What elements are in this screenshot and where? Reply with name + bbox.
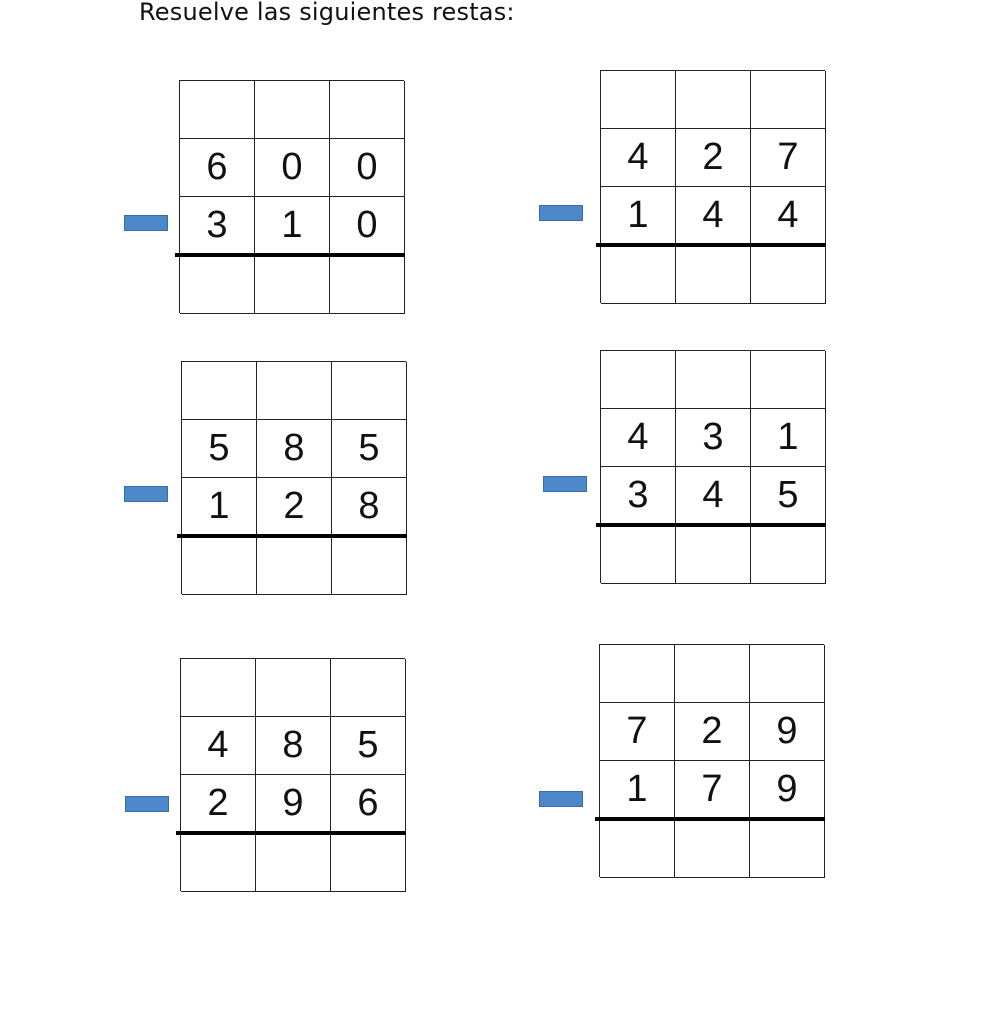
answer-cell[interactable]: [182, 536, 257, 595]
subtrahend-digit: 1: [600, 761, 675, 819]
digit-grid: [600, 350, 825, 583]
answer-cell[interactable]: [256, 833, 331, 892]
minuend-digit: 0: [330, 139, 405, 197]
carry-cell[interactable]: [257, 362, 332, 420]
subtrahend-digit: 4: [751, 187, 826, 245]
carry-cell[interactable]: [601, 71, 676, 129]
subtrahend-digit: 9: [256, 775, 331, 833]
subtrahend-digit: 3: [601, 467, 676, 525]
minuend-digit: 0: [255, 139, 330, 197]
answer-cell[interactable]: [181, 833, 256, 892]
minuend-digit: 4: [181, 717, 256, 775]
subtrahend-digit: 9: [750, 761, 825, 819]
subtrahend-digit: 7: [675, 761, 750, 819]
subtrahend-digit: 0: [330, 197, 405, 255]
carry-cell[interactable]: [181, 659, 256, 717]
subtrahend-digit: 8: [332, 478, 407, 536]
carry-cell[interactable]: [601, 351, 676, 409]
answer-cell[interactable]: [331, 833, 406, 892]
digit-grid: [179, 80, 404, 313]
minuend-digit: 4: [601, 409, 676, 467]
minuend-digit: 7: [600, 703, 675, 761]
carry-cell[interactable]: [676, 351, 751, 409]
subtraction-problem-2: [600, 70, 825, 303]
minuend-digit: 5: [182, 420, 257, 478]
minuend-digit: 6: [180, 139, 255, 197]
subtraction-problem-6: [599, 644, 824, 877]
answer-cell[interactable]: [750, 819, 825, 878]
answer-cell[interactable]: [676, 525, 751, 584]
minuend-digit: 7: [751, 129, 826, 187]
subtrahend-digit: 4: [676, 187, 751, 245]
digit-grid: [180, 658, 405, 891]
answer-cell[interactable]: [751, 245, 826, 304]
minuend-digit: 1: [751, 409, 826, 467]
answer-cell[interactable]: [332, 536, 407, 595]
minuend-digit: 2: [676, 129, 751, 187]
digit-grid: [181, 361, 406, 594]
minuend-digit: 2: [675, 703, 750, 761]
result-line: [595, 817, 825, 821]
subtrahend-digit: 2: [181, 775, 256, 833]
carry-cell[interactable]: [751, 71, 826, 129]
carry-cell[interactable]: [751, 351, 826, 409]
carry-cell[interactable]: [675, 645, 750, 703]
subtrahend-digit: 1: [255, 197, 330, 255]
carry-cell[interactable]: [256, 659, 331, 717]
subtrahend-digit: 1: [601, 187, 676, 245]
subtraction-problem-3: [181, 361, 406, 594]
result-line: [175, 253, 405, 257]
answer-cell[interactable]: [330, 255, 405, 314]
carry-cell[interactable]: [600, 645, 675, 703]
minuend-digit: 4: [601, 129, 676, 187]
answer-cell[interactable]: [257, 536, 332, 595]
subtrahend-digit: 5: [751, 467, 826, 525]
digit-grid: [599, 644, 824, 877]
minuend-digit: 8: [257, 420, 332, 478]
carry-cell[interactable]: [676, 71, 751, 129]
carry-cell[interactable]: [332, 362, 407, 420]
subtrahend-digit: 6: [331, 775, 406, 833]
minuend-digit: 5: [332, 420, 407, 478]
subtraction-problem-5: [180, 658, 405, 891]
answer-cell[interactable]: [751, 525, 826, 584]
minuend-digit: 8: [256, 717, 331, 775]
digit-grid: [600, 70, 825, 303]
minuend-digit: 9: [750, 703, 825, 761]
carry-cell[interactable]: [180, 81, 255, 139]
carry-cell[interactable]: [330, 81, 405, 139]
minuend-digit: 3: [676, 409, 751, 467]
subtrahend-digit: 3: [180, 197, 255, 255]
subtraction-problem-1: [179, 80, 404, 313]
answer-cell[interactable]: [676, 245, 751, 304]
worksheet-title: Resuelve las siguientes restas:: [139, 0, 515, 26]
answer-cell[interactable]: [600, 819, 675, 878]
subtraction-problem-4: [600, 350, 825, 583]
answer-cell[interactable]: [180, 255, 255, 314]
minus-sign: [543, 476, 587, 492]
minus-sign: [539, 205, 583, 221]
subtrahend-digit: 2: [257, 478, 332, 536]
minus-sign: [124, 215, 168, 231]
carry-cell[interactable]: [182, 362, 257, 420]
result-line: [596, 243, 826, 247]
subtrahend-digit: 1: [182, 478, 257, 536]
minus-sign: [125, 796, 169, 812]
answer-cell[interactable]: [601, 525, 676, 584]
minus-sign: [124, 486, 168, 502]
carry-cell[interactable]: [331, 659, 406, 717]
minus-sign: [539, 791, 583, 807]
result-line: [177, 534, 407, 538]
answer-cell[interactable]: [255, 255, 330, 314]
answer-cell[interactable]: [601, 245, 676, 304]
carry-cell[interactable]: [255, 81, 330, 139]
result-line: [596, 523, 826, 527]
answer-cell[interactable]: [675, 819, 750, 878]
carry-cell[interactable]: [750, 645, 825, 703]
subtrahend-digit: 4: [676, 467, 751, 525]
minuend-digit: 5: [331, 717, 406, 775]
result-line: [176, 831, 406, 835]
